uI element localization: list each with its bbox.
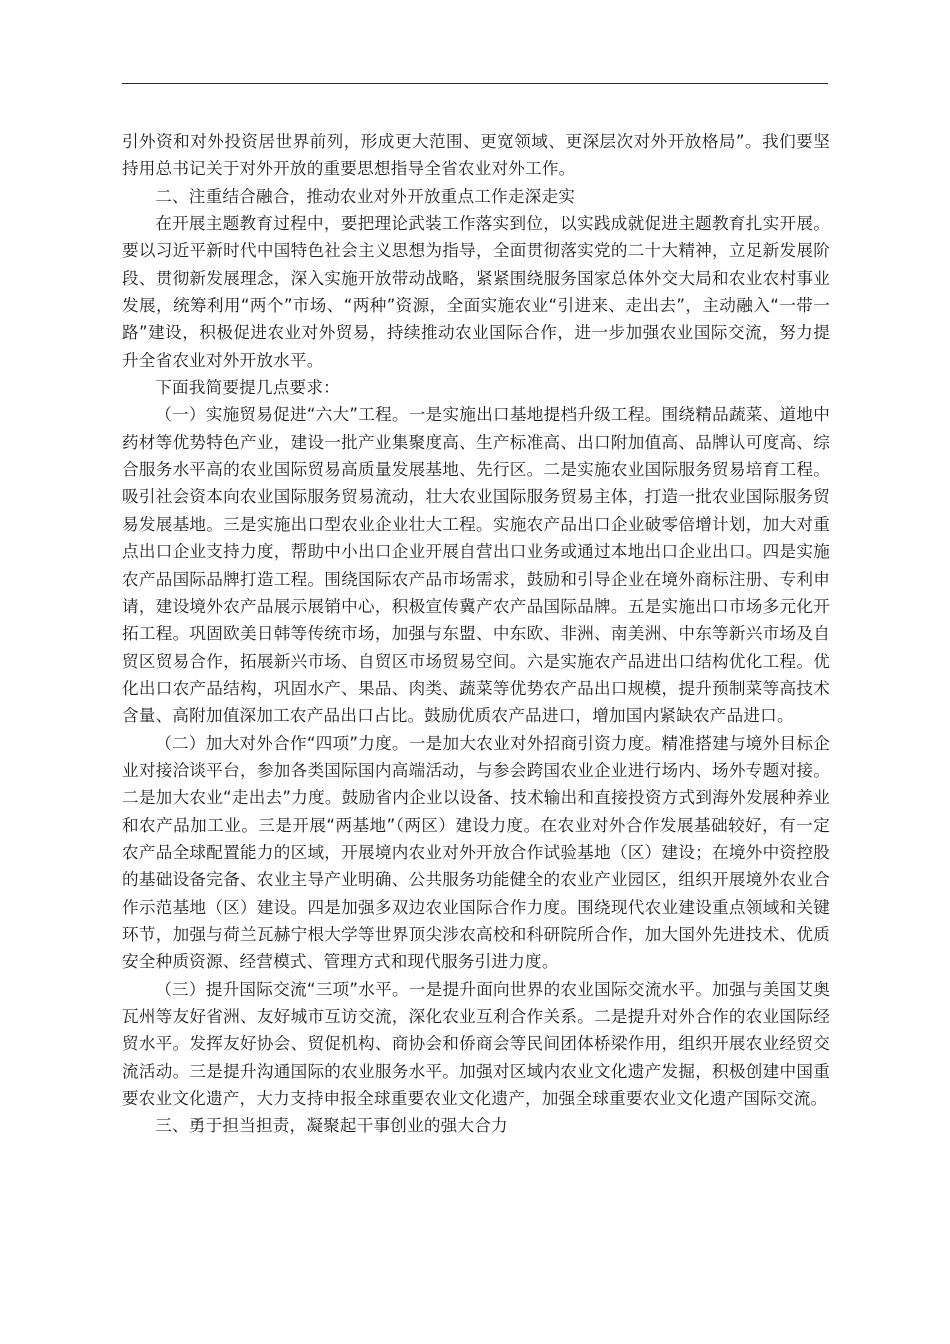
document-body bbox=[122, 128, 830, 1140]
paragraph-theme-education: 在开展主题教育过程中，要把理论武装工作落实到位，以实践成就促进主题教育扎实开展。要以习近平新时代中国特色社会主义思想为指导，全面贯彻落实党的二十大精神，立足新发展阶段、贯彻新发展理念，深入实施开放带动战略，紧紧围绕服务国家总体外交大局和农业农村事业发展，统筹利用“两个”市场、“两种”资源，全面实施农业“引进来、走出去”，主动融入“一带一路”建设，积极促进农业对外贸易，持续推动农业国际合作，进一步加强农业国际交流，努力提升全省农业对外开放水平。 bbox=[122, 214, 830, 370]
paragraph-foreign-cooperation: （二）加大对外合作“四项”力度。一是加大农业对外招商引资力度。精准搭建与境外目标企业对接洽谈平台，参加各类国际国内高端活动，与参会跨国农业企业进行场内、场外专题对接。二是加大农业“走出去”力度。鼓励省内企业以设备、技术输出和直接投资方式到海外发展种养业和农产品加工业。三是开展“两基地”（两区）建设力度。在农业对外合作发展基础较好，有一定农产品全球配置能力的区域，开展境内农业对外开放合作试验基地（区）建设；在境外中资控股的基础设备完备、农业主导产业明确、公共服务功能健全的农业产业园区，组织开展境外农业合作示范基地（区）建设。四是加强多双边农业国际合作力度。围绕现代农业建设重点领域和关键环节，加强与荷兰瓦赫宁根大学等世界顶尖涉农高校和科研院所合作，加大国外先进技术、优质安全种质资源、经营模式、管理方式和现代服务引进力度。 bbox=[122, 733, 830, 972]
paragraph-international-exchange: （三）提升国际交流“三项”水平。一是提升面向世界的农业国际交流水平。加强与美国艾奥瓦州等友好省洲、友好城市互访交流，深化农业互利合作关系。二是提升对外合作的农业国际经贸水平。发挥友好协会、贸促机构、商协会和侨商会等民间团体桥梁作用，组织开展农业经贸交流活动。三是提升沟通国际的农业服务水平。加强对区域内农业文化遗产发掘，积极创建中国重要农业文化遗产，大力支持申报全球重要农业文化遗产，加强全球重要农业文化遗产国际交流。 bbox=[122, 979, 830, 1109]
paragraph-requirements-intro: 下面我简要提几点要求： bbox=[155, 378, 340, 398]
paragraph-trade-promotion: （一）实施贸易促进“六大”工程。一是实施出口基地提档升级工程。围绕精品蔬菜、道地中药材等优势特色产业，建设一批产业集聚度高、生产标准高、出口附加值高、品牌认可度高、综合服务水平高的农业国际贸易高质量发展基地、先行区。二是实施农业国际服务贸易培育工程。吸引社会资本向农业国际服务贸易流动，壮大农业国际服务贸易主体，打造一批农业国际服务贸易发展基地。三是实施出口型农业企业壮大工程。实施农产品出口企业破零倍增计划，加大对重点出口企业支持力度，帮助中小出口企业开展自营出口业务或通过本地出口企业出口。四是实施农产品国际品牌打造工程。围绕国际农产品市场需求，鼓励和引导企业在境外商标注册、专利申请，建设境外农产品展示展销中心，积极宣传冀产农产品国际品牌。五是实施出口市场多元化开拓工程。巩固欧美日韩等传统市场，加强与东盟、中东欧、非洲、南美洲、中东等新兴市场及自贸区贸易合作，拓展新兴市场、自贸区市场贸易空间。六是实施农产品进出口结构优化工程。优化出口农产品结构，巩固水产、果品、肉类、蔬菜等优势农产品出口规模，提升预制菜等高技术含量、高附加值深加工农产品出口占比。鼓励优质农产品进口，增加国内紧缺农产品进口。 bbox=[122, 405, 830, 726]
section-heading-2: 二、注重结合融合，推动农业对外开放重点工作走深走实 bbox=[155, 186, 576, 206]
header-rule bbox=[122, 83, 828, 84]
section-heading-3: 三、勇于担当担责，凝聚起干事创业的强大合力 bbox=[155, 1116, 508, 1136]
paragraph-continuation: 引外资和对外投资居世界前列，形成更大范围、更宽领域、更深层次对外开放格局”。我们要坚持用总书记关于对外开放的重要思想指导全省农业对外工作。 bbox=[122, 132, 830, 179]
